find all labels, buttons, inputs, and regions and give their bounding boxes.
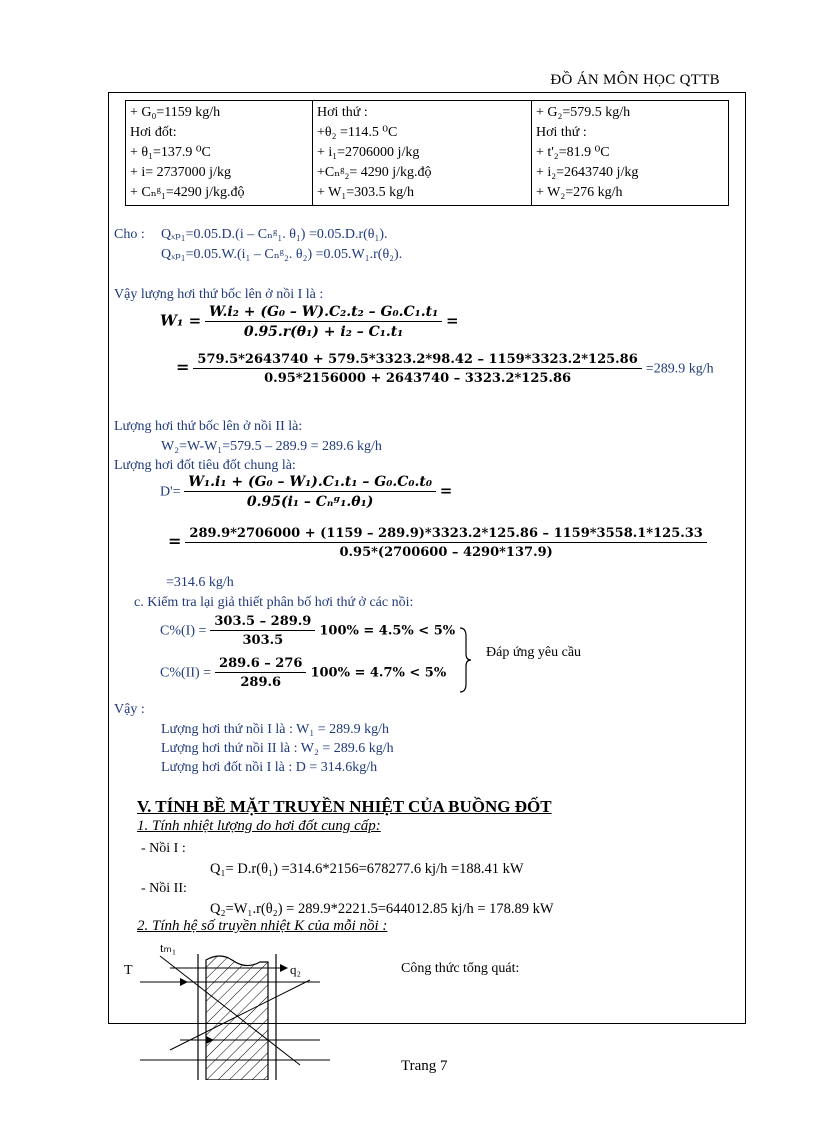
d-lhs: D'= [160, 484, 181, 500]
param-col-2 [313, 101, 532, 206]
section-title: V. TÍNH BỀ MẶT TRUYỀN NHIỆT CỦA BUỒNG ĐỐT [137, 797, 552, 816]
param-cell: + i₁=2706000 j/kg [317, 145, 420, 160]
param-cell: + W₂=276 kg/h [536, 185, 623, 200]
c1-tail: 100% = 4.5% < 5% [319, 623, 456, 639]
cho-line-2: Qₓₚ₁=0.05.W.(i₁ – Cₙᵍ₂. θ₂) =0.05.W₁.r(θ₂). [161, 247, 403, 262]
c2-denominator: 289.6 [240, 675, 282, 690]
cho-label: Cho : [114, 227, 145, 242]
param-col-3 [532, 101, 729, 206]
summary-line-1: Lượng hơi thứ nồi I là : W₁ = 289.9 kg/h [161, 722, 389, 737]
brace-icon [456, 626, 472, 694]
param-col-1 [126, 101, 313, 206]
diagram-tm1-label: tₘ₁ [160, 940, 177, 955]
d-numerator: W₁.i₁ + (G₀ – W₁).C₁.t₁ – G₀.C₀.t₀ [184, 474, 436, 492]
param-cell: + G₀=1159 kg/h [130, 105, 221, 120]
cho-line-1: Qₓₚ₁=0.05.D.(i – Cₙᵍ₁. θ₁) =0.05.D.r(θ₁). [161, 227, 388, 242]
subsection-2: 2. Tính hệ số truyền nhiệt K của mỗi nồi : [137, 918, 388, 934]
param-cell: + i= 2737000 j/kg [130, 165, 231, 180]
c2-numerator: 289.6 – 276 [215, 656, 306, 673]
check-note: Đáp ứng yêu cầu [486, 645, 582, 660]
w1-formula: W₁ = $\frac{\text{W.i₂ + (G₀ – W).C₂.t₂ – G₀.C₁.t₁}}{\text{0.95.r(θ₁) + i₂ – C₁.t₁}}$ = [160, 304, 459, 340]
param-cell: + θ₁=137.9 ⁰C [130, 145, 211, 160]
w2-intro: Lượng hơi thứ bốc lên ở nồi II là: [114, 419, 303, 434]
param-cell: + Cₙᵍ₁=4290 j/kg.độ [130, 185, 245, 200]
d-numeric-denominator: 0.95*(2700600 – 4290*137.9) [339, 545, 553, 560]
summary-line-2: Lượng hơi thứ nồi II là : W₂ = 289.6 kg/h [161, 741, 394, 756]
w1-denominator: 0.95.r(θ₁) + i₂ – C₁.t₁ [243, 324, 404, 340]
c1-lhs: C%(I) = [160, 623, 207, 639]
d-numeric-fraction [185, 526, 706, 560]
d-denominator: 0.95(i₁ – Cₙᵍ₁.θ₁) [246, 494, 374, 510]
w1-result: 289.9 kg/h [653, 361, 714, 377]
w1-fraction [205, 304, 442, 340]
param-cell: Hơi thứ : [317, 105, 368, 120]
w1-numeric: = $\frac{579.5*2643740 + 579.5*3323.2*98.42 - 1159*3323.2*125.86}{0.95*2156000 + 2643740 - 3323.2*125.86}$ =289.9 kg/h [176, 352, 714, 386]
d-fraction [184, 474, 436, 510]
subsection-1: 1. Tính nhiệt lượng do hơi đốt cung cấp: [137, 818, 381, 834]
w2-line: W₂=W-W₁=579.5 – 289.9 = 289.6 kg/h [161, 439, 382, 454]
param-cell: +θ₂ =114.5 ⁰C [317, 125, 398, 140]
param-cell: Hơi thứ : [536, 125, 587, 140]
summary-line-3: Lượng hơi đốt nồi I là : D = 314.6kg/h [161, 760, 378, 775]
w1-numeric-numerator: 579.5*2643740 + 579.5*3323.2*98.42 – 1159*3323.2*125.86 [193, 352, 641, 369]
header-title: ĐỒ ÁN MÔN HỌC QTTB [550, 72, 720, 88]
check-title: c. Kiểm tra lại giả thiết phân bố hơi thứ ở các nồi: [134, 595, 414, 610]
noi-2-label: - Nồi II: [141, 881, 187, 896]
param-cell: +Cₙᵍ₂= 4290 j/kg.độ [317, 165, 432, 180]
w1-numerator: W.i₂ + (G₀ – W).C₂.t₂ – G₀.C₁.t₁ [205, 304, 442, 322]
w1-lhs: W₁ = [160, 311, 202, 330]
summary-label: Vậy : [114, 702, 145, 717]
heat-transfer-diagram [120, 940, 350, 1080]
page-number: Trang 7 [401, 1058, 448, 1074]
w1-numeric-denominator: 0.95*2156000 + 2643740 – 3323.2*125.86 [264, 371, 572, 386]
w1-numeric-fraction [193, 352, 641, 386]
q2-line: Q₂=W₁.r(θ₂) = 289.9*2221.5=644012.85 kj/h = 178.89 kW [210, 901, 554, 917]
param-cell: + W₁=303.5 kg/h [317, 185, 415, 200]
d-intro: Lượng hơi đốt tiêu đốt chung là: [114, 458, 296, 473]
general-formula-label: Công thức tổng quát: [401, 961, 520, 976]
d-formula: D'= $\frac{\text{W₁.i₁ + (G₀ – W₁).C₁.t₁ – G₀.C₀.t₀}}{\text{0.95(i₁ – Cₙᵍ₁.θ₁)}}$ = [160, 474, 453, 510]
q1-line: Q₁= D.r(θ₁) =314.6*2156=678277.6 kj/h =188.41 kW [210, 861, 524, 877]
param-cell: + G₂=579.5 kg/h [536, 105, 631, 120]
c2-fraction [215, 656, 306, 690]
check-c2 [160, 656, 446, 690]
w1-intro: Vậy lượng hơi thứ bốc lên ở nồi I là : [114, 287, 324, 302]
param-cell: Hơi đốt: [130, 125, 177, 140]
d-result: =314.6 kg/h [166, 575, 234, 590]
c2-lhs: C%(II) = [160, 665, 212, 681]
d-numeric-numerator: 289.9*2706000 + (1159 – 289.9)*3323.2*125.86 – 1159*3558.1*125.33 [185, 526, 706, 543]
diagram-q2-label: q₂ [290, 962, 302, 977]
d-numeric: = 289.9*2706000 + (1159 – 289.9)*3323.2*125.86 – 1159*3558.1*125.33 0.95*(2700600 – 4290*137.9) [168, 526, 707, 560]
param-cell: + t'₂=81.9 ⁰C [536, 145, 610, 160]
c1-fraction [210, 614, 315, 648]
c1-denominator: 303.5 [242, 633, 284, 648]
check-c1 [160, 614, 455, 648]
c1-numerator: 303.5 – 289.9 [210, 614, 315, 631]
noi-1-label: - Nồi I : [141, 841, 186, 856]
parameter-table [125, 100, 729, 206]
diagram-t-label: T [124, 963, 133, 978]
param-cell: + i₂=2643740 j/kg [536, 165, 639, 180]
c2-tail: 100% = 4.7% < 5% [310, 665, 447, 681]
